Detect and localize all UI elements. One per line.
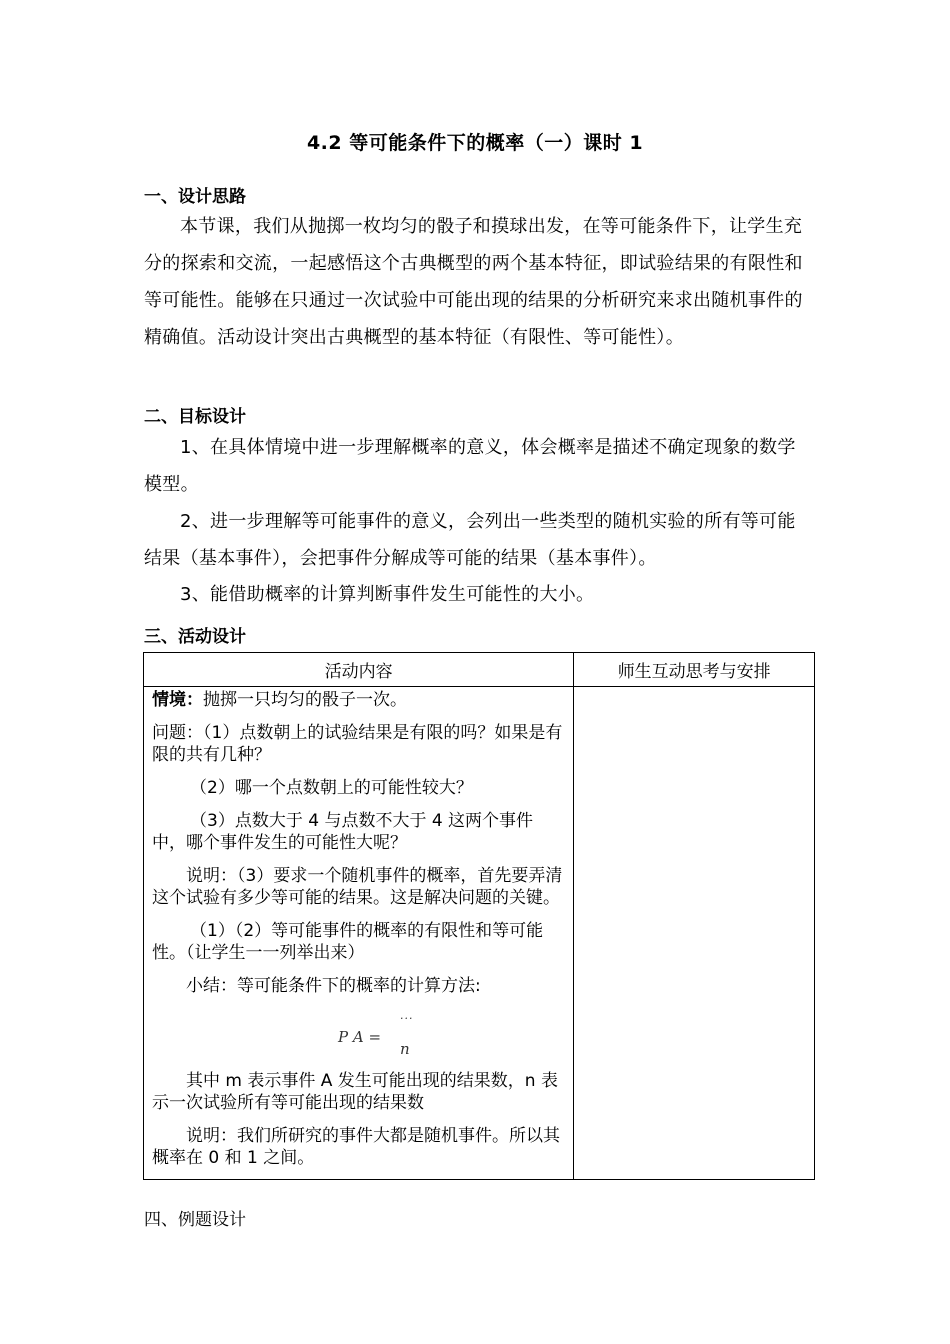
formula-lhs: P A = [338,1028,382,1046]
activity-content-cell [144,687,574,1180]
table-header-row [144,653,815,687]
note-2: （1）（2）等可能事件的概率的有限性和等可能性。（让学生一一列举出来） [152,921,544,963]
question-1: 问题：（1）点数朝上的试验结果是有限的吗？如果是有限的共有几种？ [152,723,563,765]
section-heading-design-idea: 一、设计思路 [144,187,246,207]
question-3: （3）点数大于 4 与点数不大于 4 这两个事件中，哪个事件发生的可能性大呢？ [152,811,534,853]
summary: 小结：等可能条件下的概率的计算方法: [186,976,481,996]
goal-item-3: 3、能借助概率的计算判断事件发生可能性的大小。 [180,584,595,605]
situation-text: 抛掷一只均匀的骰子一次。 [203,690,407,710]
header-activity-content: 活动内容 [144,653,574,687]
activity-table [143,652,815,1180]
goal-item-2: 2、进一步理解等可能事件的意义，会列出一些类型的随机实验的所有等可能结果（基本事件），会把事件分解成等可能的结果（基本事件）。 [144,511,796,569]
page-title: 4.2 等可能条件下的概率（一）课时 1 [306,132,644,154]
goal-item-1: 1、在具体情境中进一步理解概率的意义，体会概率是描述不确定现象的数学模型。 [144,437,796,495]
situation-label: 情境： [152,690,203,710]
header-teacher-student: 师生互动思考与安排 [574,653,815,687]
question-2: （2）哪一个点数朝上的可能性较大？ [190,778,473,798]
note-3: 说明：我们所研究的事件大都是随机事件。所以其概率在 0 和 1 之间。 [152,1126,560,1168]
teacher-student-cell [574,687,815,1180]
probability-formula [152,1008,565,1064]
situation [152,689,565,711]
design-idea-paragraph: 本节课，我们从抛掷一枚均匀的骰子和摸球出发，在等可能条件下，让学生充分的探索和交流，一起感悟这个古典概型的两个基本特征，即试验结果的有限性和等可能性。能够在只通过一次试验中可能出现的结果的分析研究来求出随机事件的精确值。活动设计突出古典概型的基本特征（有限性、等可能性）。 [144,216,803,348]
formula-numerator: ··· [400,1012,414,1025]
note-1: 说明：（3）要求一个随机事件的概率，首先要弄清这个试验有多少等可能的结果。这是解决问题的关键。 [152,866,563,908]
section-heading-activities: 三、活动设计 [144,627,246,647]
formula-explanation: 其中 m 表示事件 A 发生可能出现的结果数，n 表示一次试验所有等可能出现的结果数 [152,1071,558,1113]
section-heading-examples: 四、例题设计 [144,1210,246,1230]
table-row [144,687,815,1180]
section-heading-goals: 二、目标设计 [144,407,246,427]
formula-denominator: n [400,1040,410,1058]
